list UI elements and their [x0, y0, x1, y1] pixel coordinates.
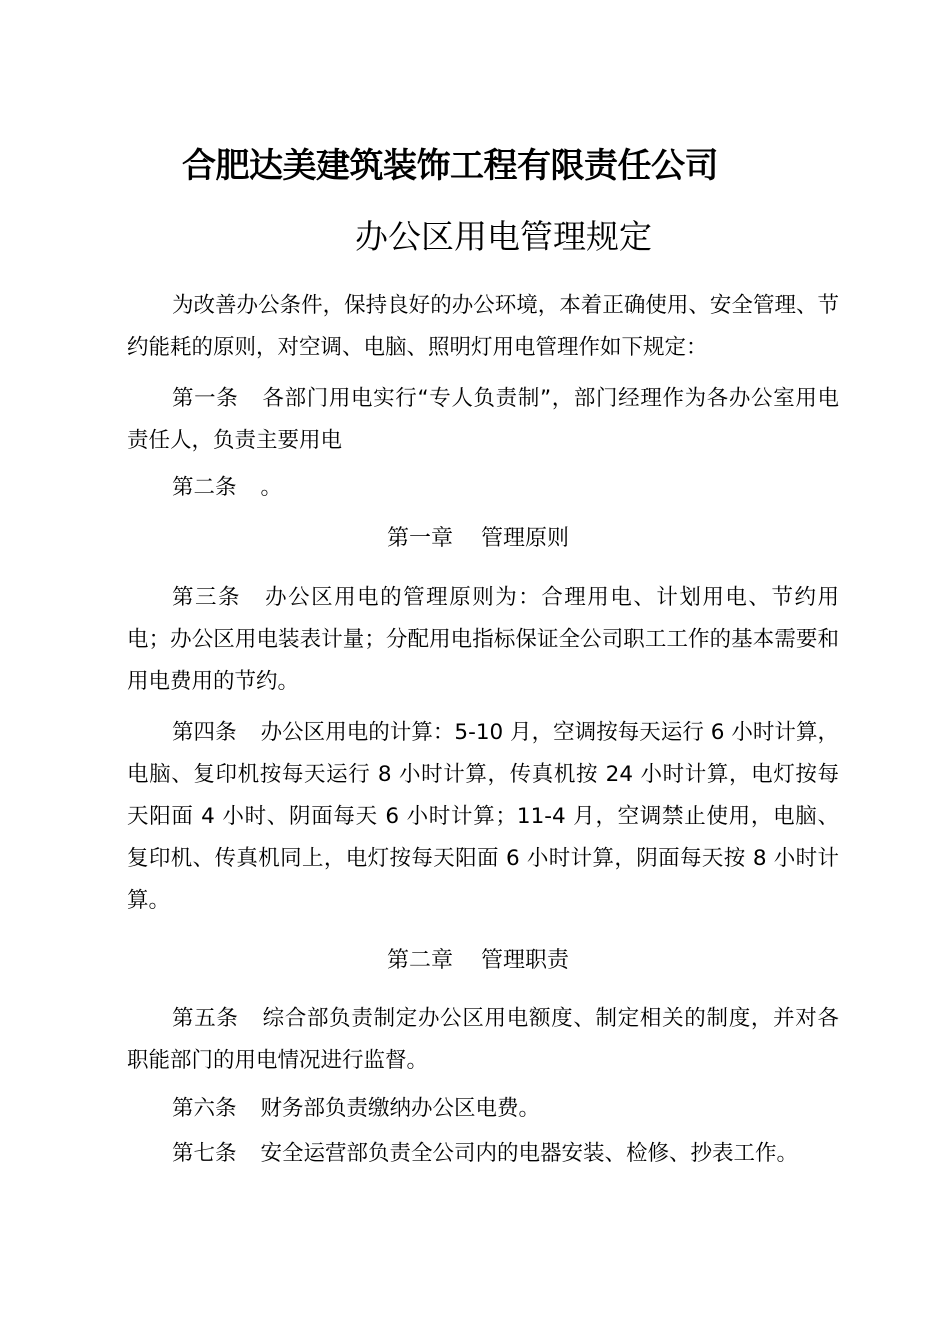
article-label: 第四条 [172, 720, 237, 745]
article-text: 财务部负责缴纳办公区电费。 [260, 1096, 541, 1121]
chapter-number: 第二章 [386, 948, 453, 973]
article-label: 第五条 [172, 1006, 239, 1031]
document-title: 办公区用电管理规定 [355, 217, 652, 256]
article-label: 第三条 [172, 585, 242, 610]
article-text: 各部门用电实行“专人负责制”，部门经理作为各办公室用电责任人，负责主要用电 [127, 386, 839, 453]
article-2 [127, 467, 839, 509]
chapter-name: 管理职责 [481, 948, 570, 973]
article-6 [127, 1088, 839, 1130]
chapter-1-heading [0, 518, 950, 560]
company-title: 合肥达美建筑装饰工程有限责任公司 [182, 146, 718, 186]
article-text: 综合部负责制定办公区用电额度、制定相关的制度，并对各职能部门的用电情况进行监督。 [127, 1006, 839, 1073]
article-4 [127, 712, 839, 922]
chapter-number: 第一章 [386, 526, 453, 551]
chapter-2-heading [0, 940, 950, 982]
chapter-name: 管理原则 [481, 526, 570, 551]
intro-paragraph: 为改善办公条件，保持良好的办公环境，本着正确使用、安全管理、节约能耗的原则，对空调、电脑、照明灯用电管理作如下规定： [127, 293, 839, 360]
article-label: 第六条 [172, 1096, 237, 1121]
article-text: 办公区用电的管理原则为：合理用电、计划用电、节约用电；办公区用电装表计量；分配用电指标保证全公司职工工作的基本需要和用电费用的节约。 [127, 585, 839, 694]
article-label: 第二条 [172, 475, 237, 500]
article-1 [127, 378, 839, 462]
article-5 [127, 998, 839, 1082]
article-3 [127, 577, 839, 703]
article-text: 办公区用电的计算：5-10 月，空调按每天运行 6 小时计算，电脑、复印机按每天运行 8 小时计算，传真机按 24 小时计算，电灯按每天阳面 4 小时、阴面每天 6 小时计算；11-4 月，空调禁止使用，电脑、复印机、传真机同上，电灯按每天阳面 6 小时计算，阴面每天按 8 小时计算。 [127, 720, 839, 913]
article-text: 。 [260, 475, 283, 500]
article-7 [127, 1133, 839, 1175]
article-label: 第七条 [172, 1141, 237, 1166]
article-label: 第一条 [172, 386, 239, 411]
article-text: 安全运营部负责全公司内的电器安装、检修、抄表工作。 [260, 1141, 799, 1166]
